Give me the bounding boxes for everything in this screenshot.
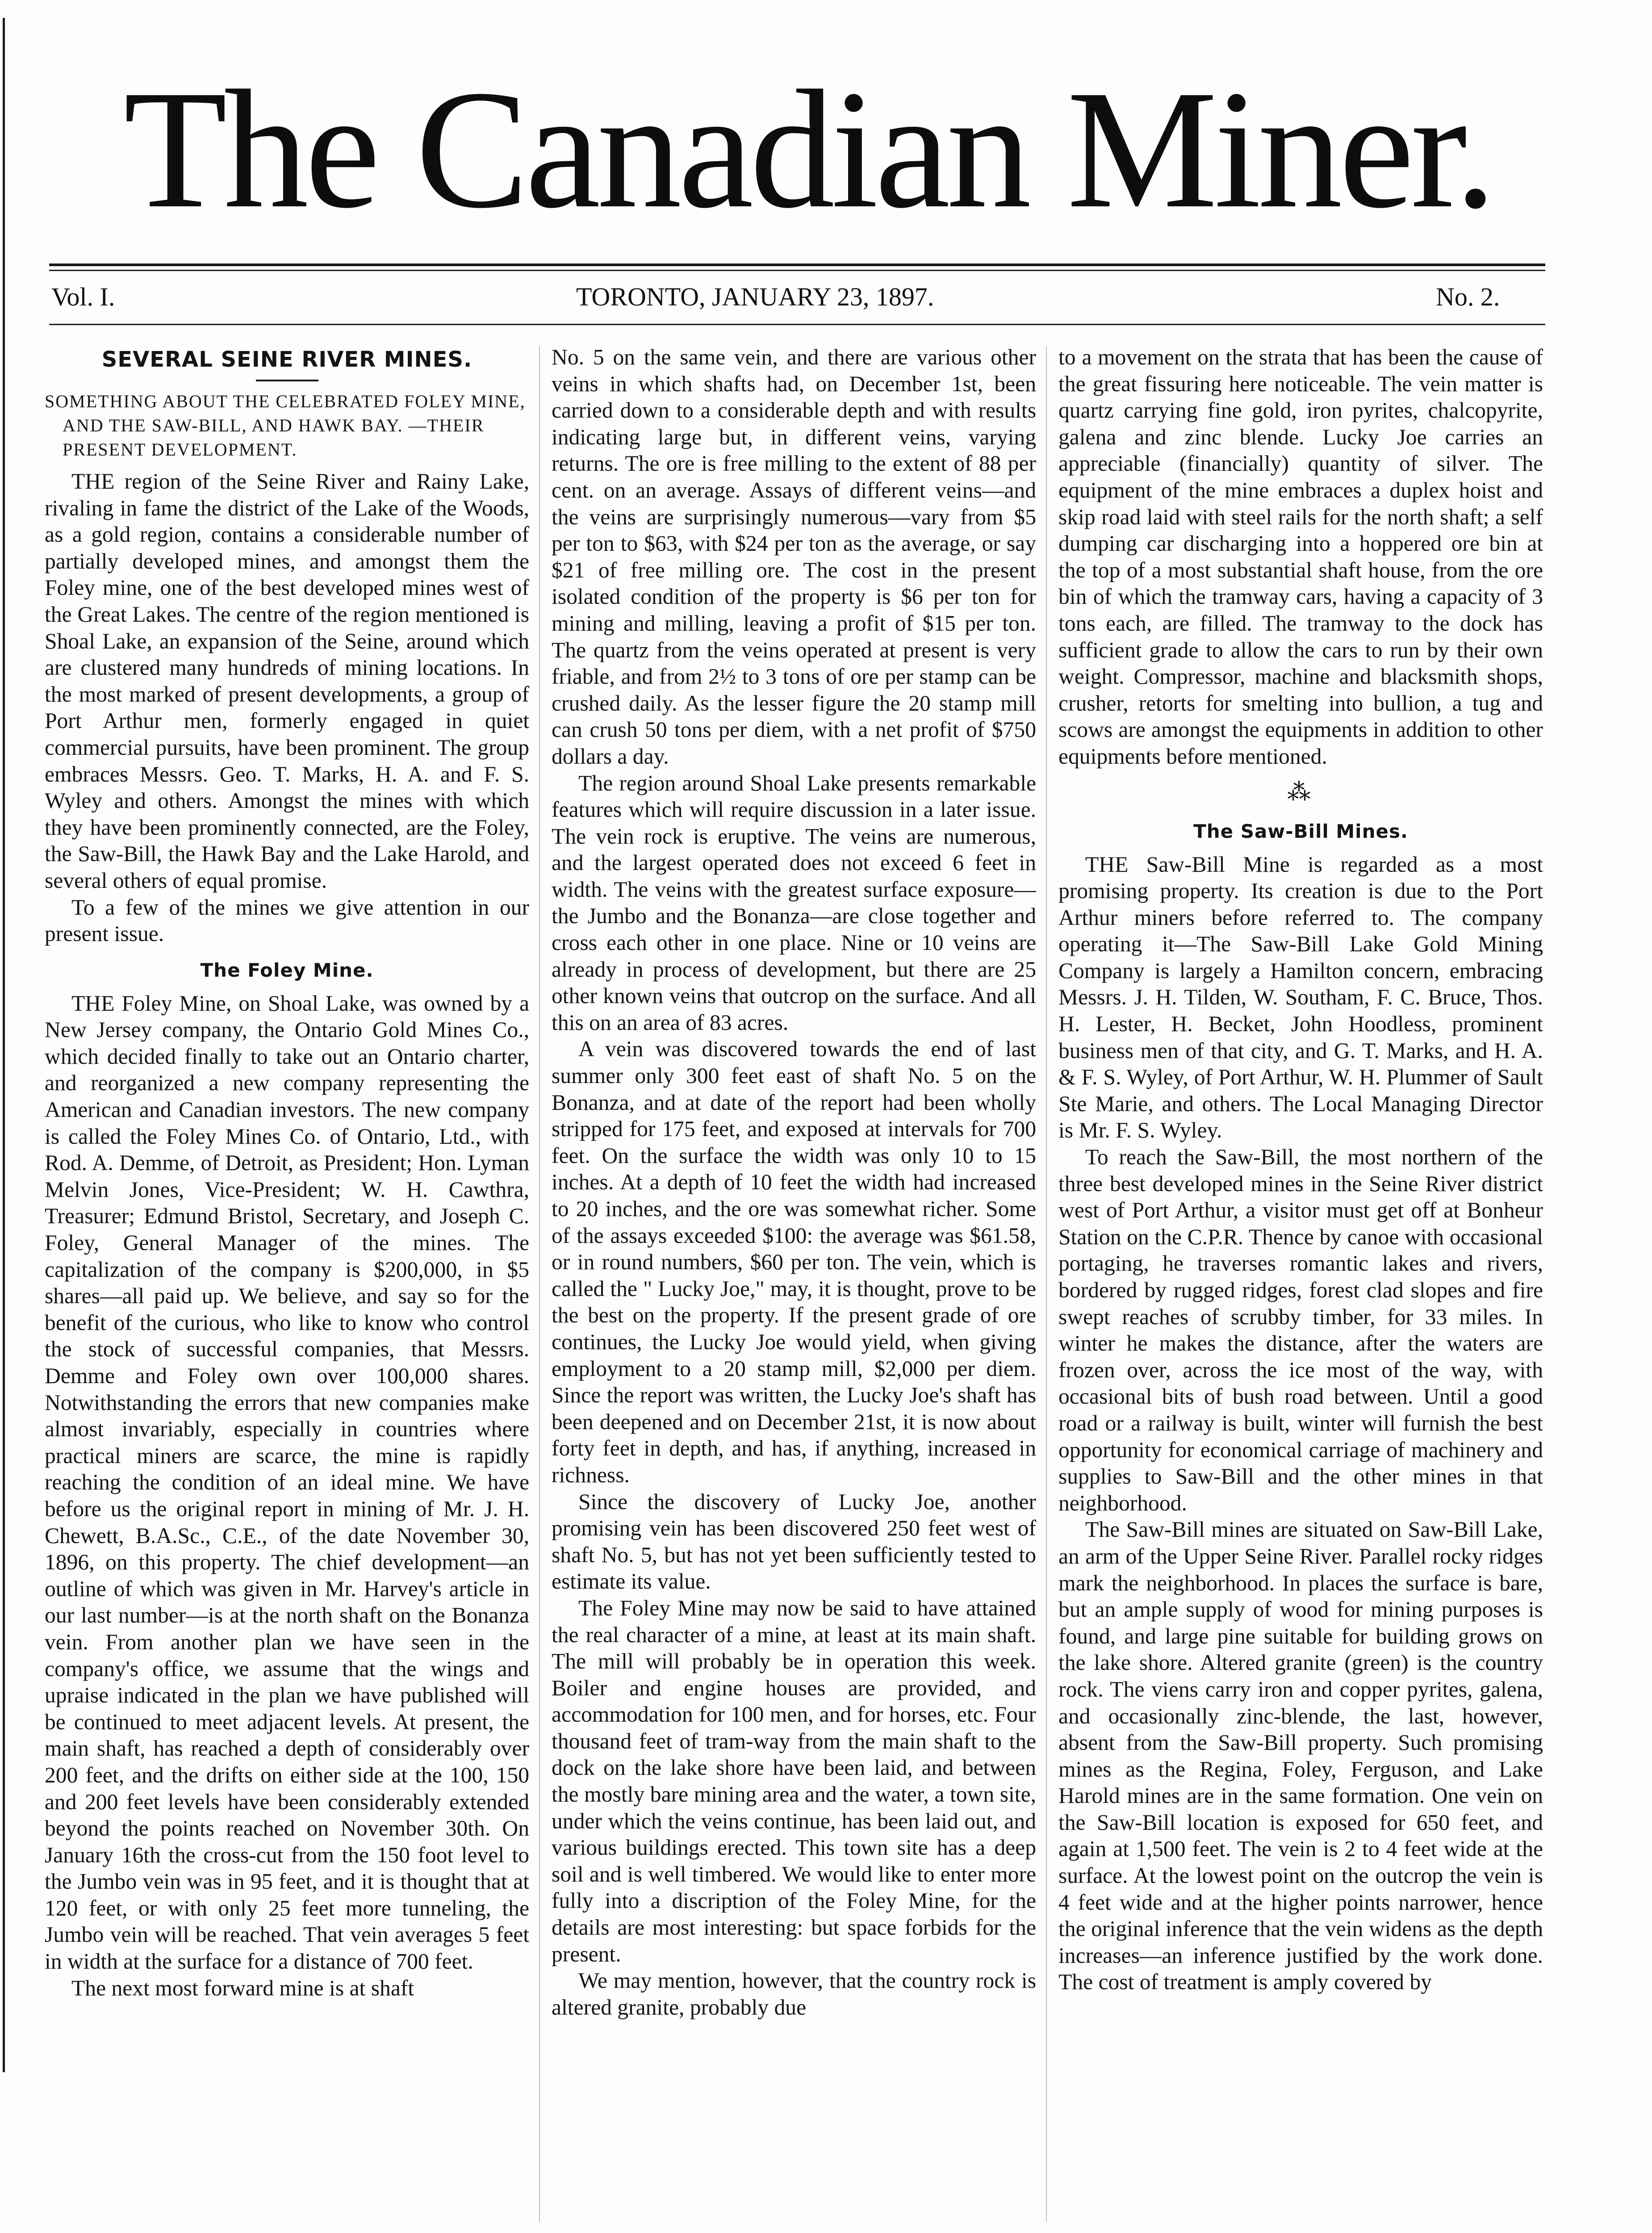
paragraph: A vein was discovered towards the end of last summer only 300 feet east of shaft No. 5 on the Bonanza, and at date of the report had been wholly stripped for 175 feet, and exposed at intervals for 700 feet. On the surface the width was only 10 to 15 inches. At a depth of 10 feet the width had increased to 20 inches, and the ore was somewhat richer. Some of the assays exceeded $100: the average was $61.58, or in round numbers, $60 per ton. The vein, which is called the " Lucky Joe," may, it is thought, prove to be the best on the property. If the present grade of ore continues, the Lucky Joe would yield, when giving employment to a 20 stamp mill, $2,000 per diem. Since the report was written, the Lucky Joe's shaft has been deepened and on December 21st, it is now about forty feet in depth, and has, if anything, increased in richness.: [552, 1037, 1036, 1487]
issue-date: TORONTO, JANUARY 23, 1897.: [576, 282, 934, 311]
paragraph: No. 5 on the same vein, and there are various other veins in which shafts had, on December 1st, been carried down to a considerable depth and with results indicating large but, in different veins, varying returns. The ore is free milling to the extent of 88 per cent. on an average. Assays of different veins—and the veins are surprisingly numerous—vary from $5 per ton to $63, with $24 per ton as the average, or say $21 of free milling ore. The cost in the present isolated condition of the property is $6 per ton for mining and milling, leaving a profit of $15 per ton. The quartz from the veins operated at present is very friable, and from 2½ to 3 tons of ore per stamp can be crushed daily. As the lesser figure the 20 stamp mill can crush 50 tons per diem, with a net profit of $750 dollars a day.: [552, 345, 1036, 769]
paragraph: to a movement on the strata that has been the cause of the great fissuring here noticeable. The vein matter is quartz carrying fine gold, iron pyrites, chalcopyrite, galena and zinc blende. Lucky Joe carries an appreciable (financially) quantity of silver. The equipment of the mine embraces a duplex hoist and skip road laid with steel rails for the north shaft; a self dumping car discharging into a hoppered ore bin at the top of a most substantial shaft house, from the ore bin of which the tramway cars, having a capacity of 3 tons each, are filled. The tramway to the dock has sufficient grade to allow the cars to run by their own weight. Compressor, machine and blacksmith shops, crusher, retorts for smelting into bullion, a tug and scows are amongst the equipments in addition to other equipments before mentioned.: [1058, 345, 1543, 769]
article-deck: SOMETHING ABOUT THE CELEBRATED FOLEY MINE, AND THE SAW-BILL, AND HAWK BAY. —THEIR PRESENT DEVELOPMENT.: [45, 391, 526, 460]
column-divider-2: [1046, 346, 1047, 2222]
paragraph: THE Saw-Bill Mine is regarded as a most promising property. Its creation is due to the Port Arthur miners before referred to. The company operating it—The Saw-Bill Lake Gold Mining Company is largely a Hamilton concern, embracing Messrs. J. H. Tilden, W. Southam, F. C. Bruce, Thos. H. Lester, H. Becket, John Hoodless, prominent business men of that city, and G. T. Marks, and H. A. & F. S. Wyley, of Port Arthur, W. H. Plummer of Sault Ste Marie, and others. The Local Managing Director is Mr. F. S. Wyley.: [1058, 852, 1543, 1143]
dateline-rule: [49, 324, 1545, 325]
paragraph: The region around Shoal Lake presents remarkable features which will require discussion in a later issue. The vein rock is eruptive. The veins are numerous, and the largest operated does not exceed 6 feet in width. The veins with the greatest surface exposure—the Jumbo and the Bonanza—are close together and cross each other in one place. Nine or 10 veins are already in process of development, but there are 25 other known veins that outcrop on the surface. And all this on an area of 83 acres.: [552, 770, 1036, 1035]
foley-mine-heading: The Foley Mine.: [200, 959, 374, 981]
paragraph: The Foley Mine may now be said to have attained the real character of a mine, at least at its main shaft. The mill will probably be in operation this week. Boiler and engine houses are provided, and accommodation for 100 men, and for horses, etc. Four thousand feet of tram-way from the main shaft to the dock on the lake shore have been laid, and between the mostly bare mining area and the water, a town site, under which the veins continue, has been laid out, and various buildings erected. This town site has a deep soil and is well timbered. We would like to enter more fully into a discription of the Foley Mine, for the details are most interesting: but space forbids for the present.: [552, 1595, 1036, 1966]
paragraph: To reach the Saw-Bill, the most northern of the three best developed mines in the Seine River district west of Port Arthur, a visitor must get off at Bonheur Station on the C.P.R. Thence by canoe with occasional portaging, he traverses romantic lakes and rivers, bordered by rugged ridges, forest clad slopes and fire swept reaches of scrubby timber, for 33 miles. In winter he makes the distance, after the waters are frozen over, across the ice most of the way, with occasional bits of bush road between. Until a good road or a railway is built, winter will furnish the best opportunity for economical carriage of machinery and supplies to Saw-Bill and the other mines in that neighborhood.: [1058, 1145, 1543, 1515]
masthead-title: The Canadian Miner.: [123, 55, 1493, 243]
saw-bill-mines-heading: The Saw-Bill Mines.: [1193, 820, 1408, 842]
asterism-separator: ⁂: [1287, 779, 1314, 805]
paragraph: To a few of the mines we give attention in our present issue.: [45, 895, 529, 946]
masthead-rule-bottom: [49, 270, 1545, 271]
paragraph: We may mention, however, that the country rock is altered granite, probably due: [552, 1968, 1036, 2020]
headline-rule: [256, 380, 318, 381]
article-column-2: [552, 344, 1036, 2233]
article-headline: SEVERAL SEINE RIVER MINES.: [101, 347, 473, 372]
volume-label: Vol. I.: [51, 282, 115, 311]
masthead-rule-top: [49, 263, 1545, 266]
paragraph: The next most forward mine is at shaft: [71, 1975, 414, 2000]
column-divider-1: [539, 346, 540, 2222]
paragraph: THE region of the Seine River and Rainy Lake, rivaling in fame the district of the Lake of the Woods, as a gold region, contains a considerable number of partially developed mines, and amongst them the Foley mine, one of the best developed mines west of the Great Lakes. The centre of the region mentioned is Shoal Lake, an expansion of the Seine, around which are clustered many hundreds of mining locations. In the most marked of present developments, a group of Port Arthur men, formerly engaged in quiet commercial pursuits, have been prominent. The group embraces Messrs. Geo. T. Marks, H. A. and F. S. Wyley and others. Amongst the mines with which they have been prominently connected, are the Foley, the Saw-Bill, the Hawk Bay and the Lake Harold, and several others of equal promise.: [45, 469, 529, 893]
issue-number: No. 2.: [1436, 282, 1500, 311]
article-column-1: [45, 344, 529, 2233]
paragraph: Since the discovery of Lucky Joe, another promising vein has been discovered 250 feet west of shaft No. 5, but has not yet been sufficiently tested to estimate its value.: [552, 1489, 1036, 1594]
article-column-3: [1058, 344, 1543, 2233]
paragraph: The Saw-Bill mines are situated on Saw-Bill Lake, an arm of the Upper Seine River. Parallel rocky ridges mark the neighborhood. In places the surface is bare, but an ample supply of wood for mining purposes is found, and large pine suitable for building grows on the lake shore. Altered granite (green) is the country rock. The viens carry iron and copper pyrites, galena, and occasionally zinc-blende, the last, however, absent from the Saw-Bill property. Such promising mines as the Regina, Foley, Ferguson, and Lake Harold mines are in the same formation. One vein on the Saw-Bill location is exposed for 650 feet, and again at 1,500 feet. The vein is 2 to 4 feet wide at the surface. At the lowest point on the outcrop the vein is 4 feet wide and at the higher points narrower, hence the original inference that the vein widens as the depth increases—an inference justified by the work done. The cost of treatment is amply covered by: [1058, 1517, 1543, 1995]
paragraph: THE Foley Mine, on Shoal Lake, was owned by a New Jersey company, the Ontario Gold Mines Co., which decided finally to take out an Ontario charter, and reorganized a new company representing the American and Canadian investors. The new company is called the Foley Mines Co. of Ontario, Ltd., with Rod. A. Demme, of Detroit, as President; Hon. Lyman Melvin Jones, Vice-President; W. H. Cawthra, Treasurer; Edmund Bristol, Secretary, and Joseph C. Foley, General Manager of the mines. The capitalization of the company is $200,000, in $5 shares—all paid up. We believe, and say so for the benefit of the curious, who like to know who control the stock of successful companies, that Messrs. Demme and Foley own over 100,000 shares. Notwithstanding the errors that new companies make almost invariably, especially in countries where practical miners are scarce, the mine is rapidly reaching the condition of an ideal mine. We have before us the original report in mining of Mr. J. H. Chewett, B.A.Sc., C.E., of the date November 30, 1896, on this property. The chief development—an outline of which was given in Mr. Harvey's article in our last number—is at the north shaft on the Bonanza vein. From another plan we have seen in the company's office, we assume that the wings and upraise indicated in the plan we have published will be continued to meet adjacent levels. At present, the main shaft, has reached a depth of considerably over 200 feet, and the drifts on either side at the 100, 150 and 200 feet levels have been considerably extended beyond the points reached on November 30th. On January 16th the cross-cut from the 150 foot level to the Jumbo vein was in 95 feet, and it is thought that at 120 feet, or with only 25 feet more tunneling, the Jumbo vein will be reached. That vein averages 5 feet in width at the surface for a distance of 700 feet.: [45, 991, 529, 1974]
binding-edge-rule: [3, 18, 5, 2072]
